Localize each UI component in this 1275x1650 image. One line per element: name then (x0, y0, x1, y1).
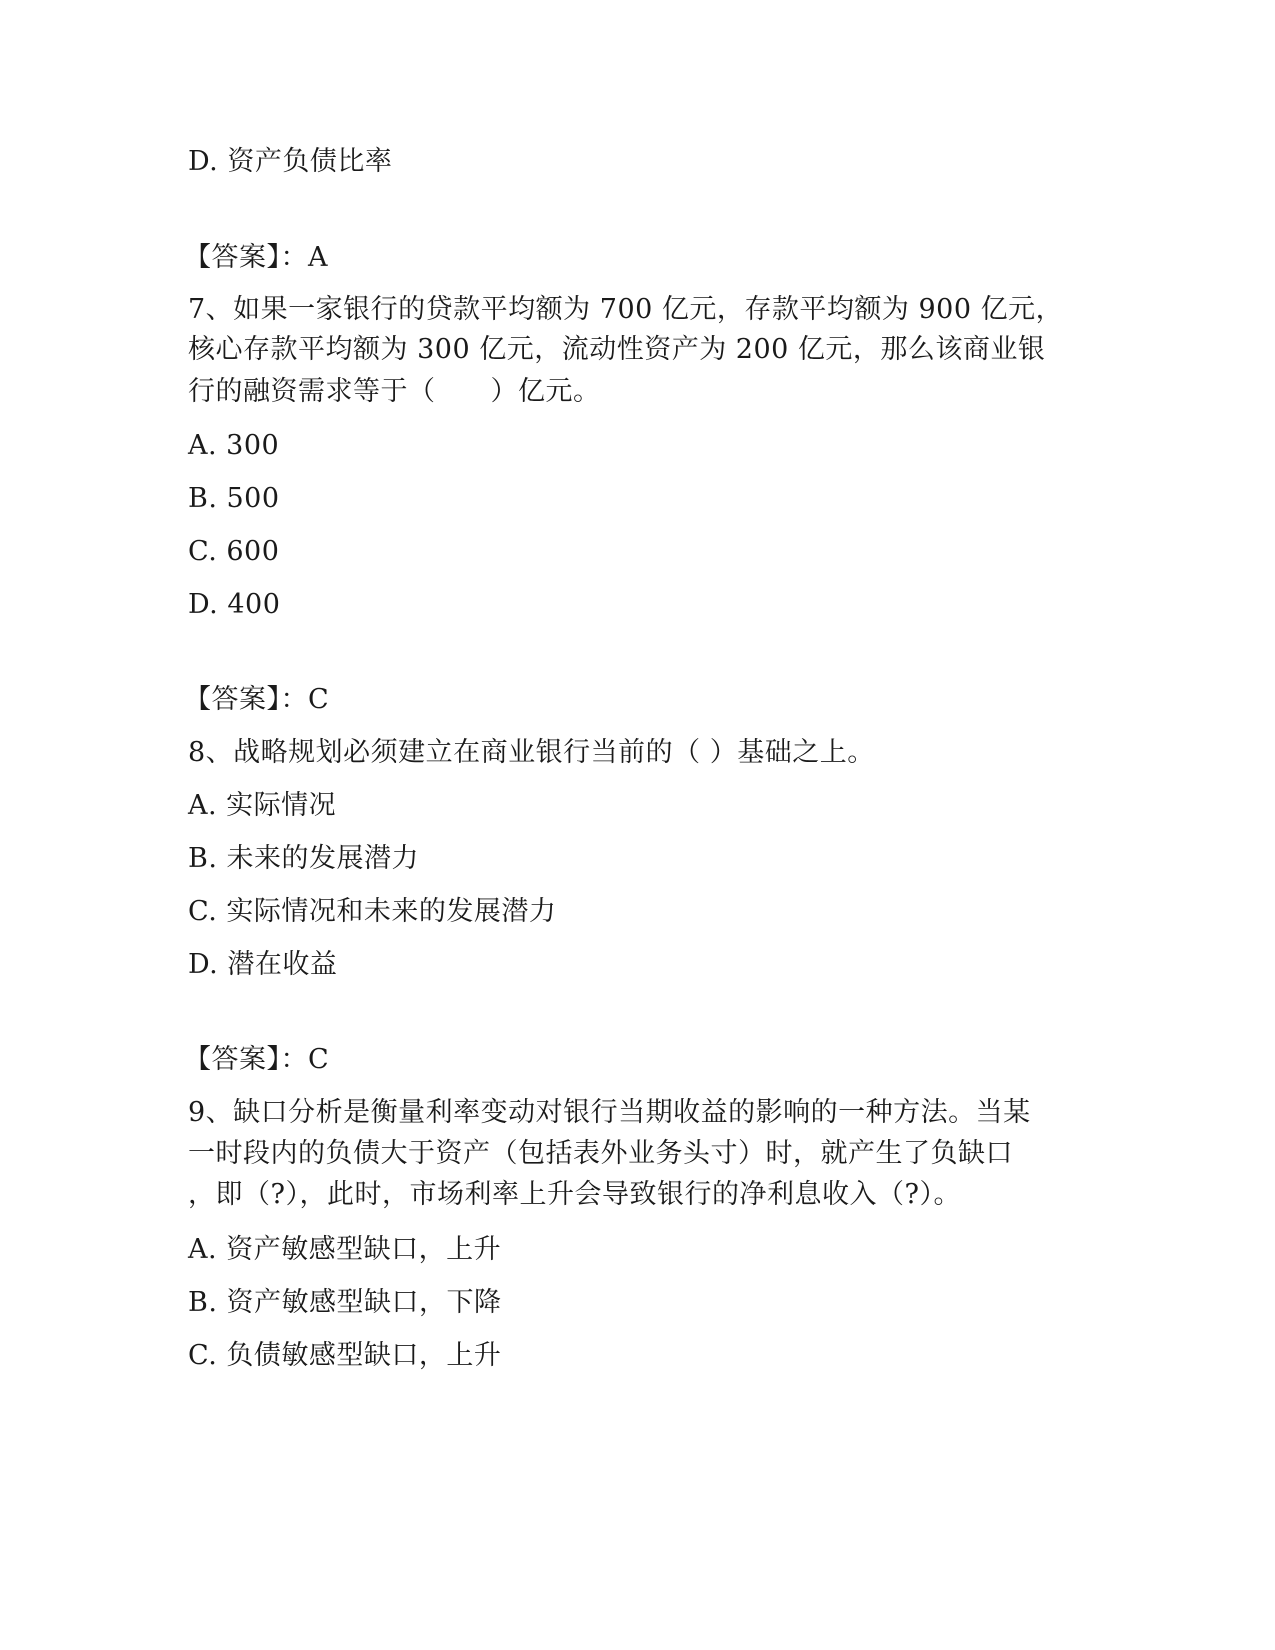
q6-option-d: D. 资产负债比率 (188, 146, 393, 177)
q7-stem-line-2: 核心存款平均额为 300 亿元，流动性资产为 200 亿元，那么该商业银 (188, 334, 1046, 365)
q8-option-b: B. 未来的发展潜力 (188, 843, 420, 874)
q7-option-b: B. 500 (188, 483, 280, 514)
q7-stem-line-3: 行的融资需求等于（ ）亿元。 (188, 376, 601, 407)
q9-option-a: A. 资产敏感型缺口，上升 (188, 1234, 502, 1265)
q9-option-c: C. 负债敏感型缺口，上升 (188, 1340, 502, 1371)
q7-stem-line-1: 7、如果一家银行的贷款平均额为 700 亿元，存款平均额为 900 亿元， (188, 294, 1064, 325)
q7-option-d: D. 400 (188, 589, 281, 620)
q8-answer: 【答案】：C (184, 1044, 330, 1075)
q7-option-c: C. 600 (188, 536, 280, 567)
q8-option-a: A. 实际情况 (188, 790, 337, 821)
q8-option-c: C. 实际情况和未来的发展潜力 (188, 896, 557, 927)
q6-answer: 【答案】：A (184, 242, 328, 273)
q9-stem-line-1: 9、缺口分析是衡量利率变动对银行当期收益的影响的一种方法。当某 (188, 1097, 1031, 1128)
q7-option-a: A. 300 (188, 430, 280, 461)
q8-stem: 8、战略规划必须建立在商业银行当前的（ ）基础之上。 (188, 737, 875, 768)
q8-option-d: D. 潜在收益 (188, 949, 338, 980)
q9-option-b: B. 资产敏感型缺口，下降 (188, 1287, 502, 1318)
q9-stem-line-2: 一时段内的负债大于资产（包括表外业务头寸）时，就产生了负缺口 (188, 1138, 1013, 1169)
q9-stem-line-3: ，即（?），此时，市场利率上升会导致银行的净利息收入（?）。 (188, 1179, 961, 1210)
q7-answer: 【答案】：C (184, 684, 330, 715)
